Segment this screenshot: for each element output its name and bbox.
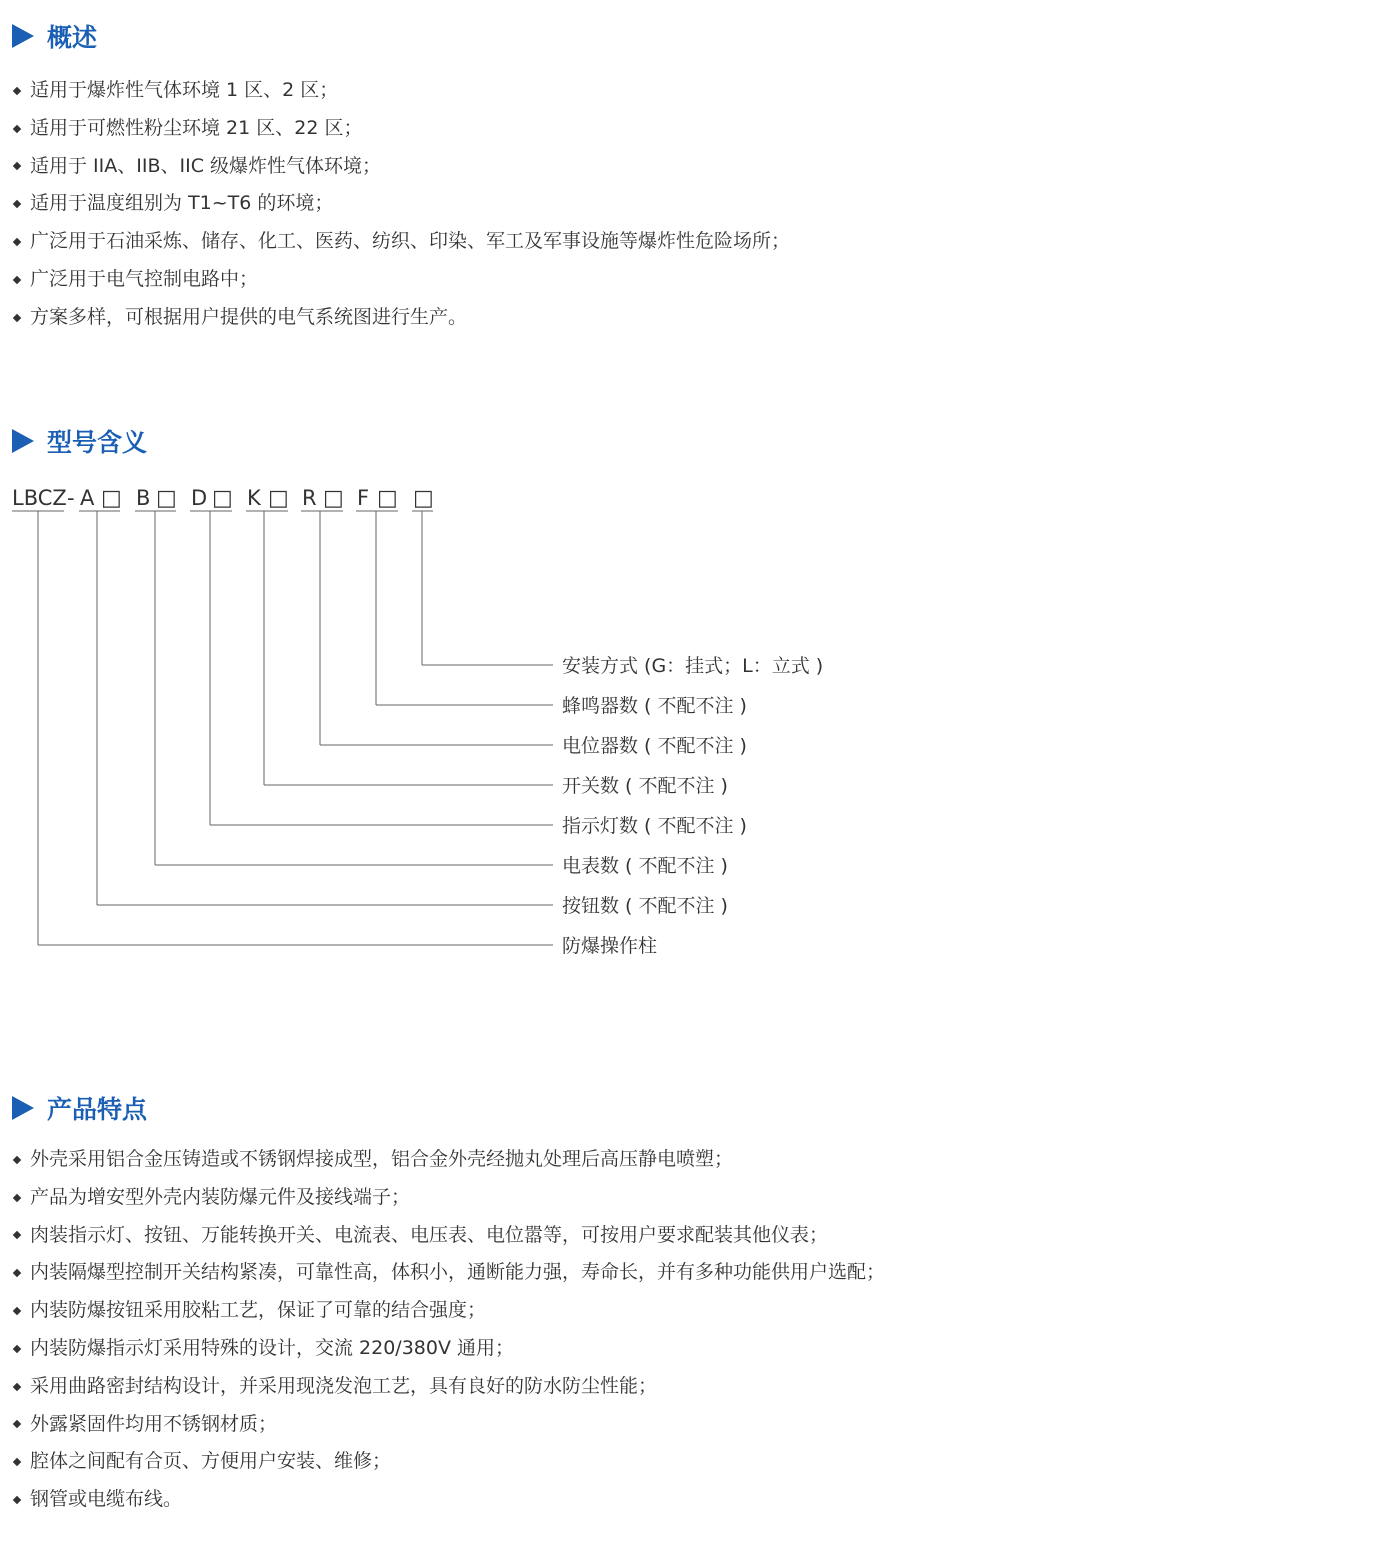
model-meaning-label: 电表数 ( 不配不注 ) (562, 855, 728, 877)
code-placeholder-box: □ (413, 486, 434, 511)
triangle-bullet-icon (12, 429, 34, 453)
list-item-text: 腔体之间配有合页、方便用户安装、维修； (30, 1450, 392, 1473)
diamond-bullet-icon (13, 1420, 21, 1428)
list-item (12, 72, 790, 110)
triangle-bullet-icon (12, 24, 34, 48)
list-item (12, 1330, 885, 1368)
model-meaning-label: 蜂鸣器数 ( 不配不注 ) (562, 695, 747, 717)
list-item (12, 1406, 885, 1444)
model-meaning-label: 防爆操作柱 (562, 935, 658, 957)
list-item-text: 产品为增安型外壳内装防爆元件及接线端子； (30, 1185, 411, 1208)
code-part: D (191, 486, 208, 510)
diamond-bullet-icon (13, 1345, 21, 1353)
list-item (12, 185, 790, 223)
list-item (12, 1481, 885, 1519)
model-meaning-label: 安装方式 (G：挂式；L：立式 ) (562, 655, 824, 677)
list-item (12, 1179, 885, 1217)
overview-title: 概述 (47, 23, 98, 52)
list-item-text: 内装隔爆型控制开关结构紧凑，可靠性高，体积小，通断能力强，寿命长，并有多种功能供用户选配； (30, 1261, 886, 1284)
model-meaning-label: 开关数 ( 不配不注 ) (562, 775, 728, 797)
list-item (12, 1292, 885, 1330)
list-item-text: 外壳采用铝合金压铸造或不锈钢焊接成型，铝合金外壳经抛丸处理后高压静电喷塑； (30, 1148, 734, 1170)
list-item-text: 内装防爆指示灯采用特殊的设计，交流 220/380V 通用； (30, 1336, 515, 1359)
code-part: F (357, 486, 370, 510)
diamond-bullet-icon (13, 1193, 21, 1201)
features-title: 产品特点 (47, 1095, 148, 1124)
diamond-bullet-icon (13, 1269, 21, 1277)
features-heading (12, 1090, 147, 1126)
list-item (12, 223, 790, 261)
list-item-text: 采用曲路密封结构设计，并采用现浇发泡工艺，具有良好的防水防尘性能； (30, 1374, 658, 1397)
list-item-text: 肉装指示灯、按钮、万能转换开关、电流表、电压表、电位嚣等，可按用户要求配装其他仪表； (30, 1223, 829, 1246)
model-code-diagram (0, 470, 900, 970)
diamond-bullet-icon (13, 1231, 21, 1239)
list-item (12, 1443, 885, 1481)
diamond-bullet-icon (13, 1382, 21, 1390)
list-item-text: 内装防爆按钮采用胶粘工艺，保证了可靠的结合强度； (30, 1299, 487, 1322)
model-meaning-label: 指示灯数 ( 不配不注 ) (562, 815, 747, 837)
model-meaning-label: 电位器数 ( 不配不注 ) (562, 735, 747, 757)
code-placeholder-box: □ (268, 486, 289, 511)
code-placeholder-box: □ (156, 486, 177, 511)
code-placeholder-box: □ (323, 486, 344, 511)
code-part: LBCZ (12, 486, 67, 510)
diamond-bullet-icon (13, 313, 21, 321)
model-title: 型号含义 (47, 428, 148, 457)
code-part: - (67, 486, 75, 510)
diamond-bullet-icon (13, 87, 21, 95)
code-placeholder-box: □ (101, 486, 122, 511)
list-item (12, 110, 790, 148)
list-item-text: 广泛用于电气控制电路中； (30, 267, 259, 290)
list-item (12, 1368, 885, 1406)
model-meaning-label: 按钮数 ( 不配不注 ) (562, 895, 728, 917)
list-item-text: 适用于温度组别为 T1~T6 的环境； (30, 192, 334, 215)
diamond-bullet-icon (13, 1307, 21, 1315)
list-item (12, 299, 790, 337)
list-item-text: 广泛用于石油采炼、储存、化工、医药、纺织、印染、军工及军事设施等爆炸性危险场所； (30, 230, 791, 253)
list-item (12, 1254, 885, 1292)
code-part: R (302, 486, 317, 510)
diamond-bullet-icon (13, 124, 21, 132)
code-part: A (80, 486, 95, 510)
diamond-bullet-icon (13, 276, 21, 284)
list-item (12, 1141, 885, 1179)
code-placeholder-box: □ (377, 486, 398, 511)
triangle-bullet-icon (12, 1096, 34, 1120)
diamond-bullet-icon (13, 1156, 21, 1164)
list-item-text: 方案多样，可根据用户提供的电气系统图进行生产。 (30, 305, 468, 328)
diamond-bullet-icon (13, 1458, 21, 1466)
list-item-text: 适用于可燃性粉尘环境 21 区、22 区； (30, 116, 363, 139)
list-item-text: 适用于爆炸性气体环境 1 区、2 区； (30, 79, 339, 101)
list-item-text: 适用于 IIA、IIB、IIC 级爆炸性气体环境； (30, 154, 381, 177)
list-item-text: 钢管或电缆布线。 (30, 1488, 183, 1511)
overview-list (12, 72, 790, 337)
diamond-bullet-icon (13, 162, 21, 170)
diamond-bullet-icon (13, 200, 21, 208)
code-part: B (136, 486, 151, 510)
code-part: K (247, 486, 261, 510)
model-heading (12, 423, 147, 459)
code-placeholder-box: □ (212, 486, 233, 511)
diamond-bullet-icon (13, 1496, 21, 1504)
list-item (12, 148, 790, 186)
list-item-text: 外露紧固件均用不锈钢材质； (30, 1412, 278, 1435)
diamond-bullet-icon (13, 238, 21, 246)
list-item (12, 1217, 885, 1255)
overview-heading (12, 18, 97, 54)
features-list (12, 1141, 885, 1519)
list-item (12, 261, 790, 299)
